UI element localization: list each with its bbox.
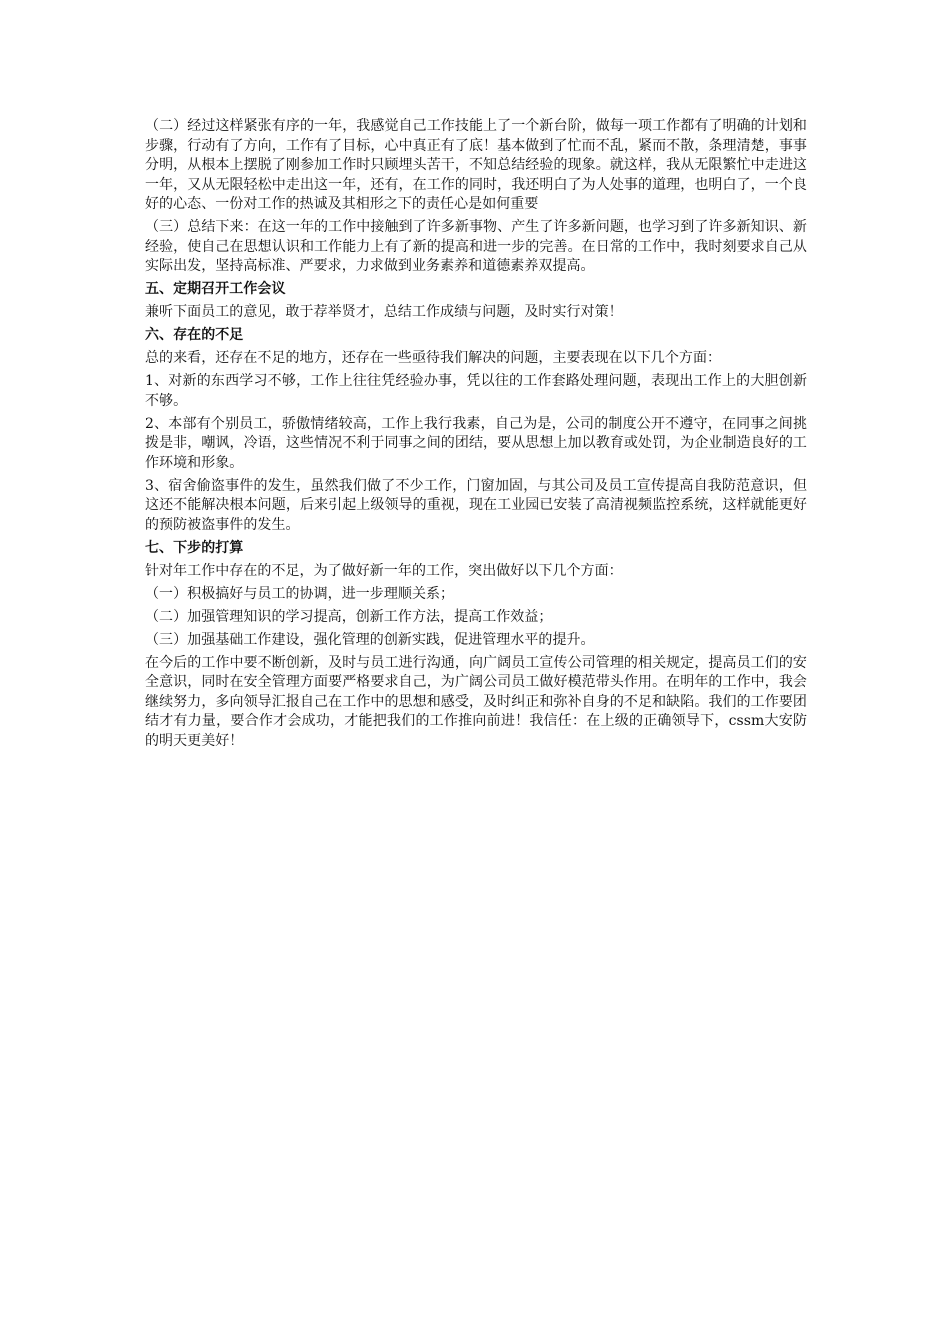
paragraph-conclusion: 在今后的工作中要不断创新，及时与员工进行沟通，向广阔员工宣传公司管理的相关规定，提高员工们的安全意识，同时在安全管理方面要严格要求自己，为广阔公司员工做好模范带头作用。在明年的工作中，我会继续努力，多向领导汇报自己在工作中的思想和感受，及时纠正和弥补自身的不足和缺陷。我们的工作要团结才有力量，要合作才会成功，才能把我们的工作推向前进！我信任：在上级的正确领导下，cssm大安防的明天更美好！ (145, 654, 807, 749)
paragraph-section5-body: 兼听下面员工的意见，敢于荐举贤才，总结工作成绩与问题，及时实行对策！ (145, 304, 623, 320)
paragraph-section4-part2: （二）经过这样紧张有序的一年，我感觉自己工作技能上了一个新台阶，做每一项工作都有了明确的计划和步骤，行动有了方向，工作有了目标，心中真正有了底！基本做到了忙而不乱，紧而不散，条理清楚，事事分明，从根本上摆脱了刚参加工作时只顾埋头苦干，不知总结经验的现象。就这样，我从无限繁忙中走进这一年，又从无限轻松中走出这一年，还有，在工作的同时，我还明白了为人处事的道理，也明白了，一个良好的心态、一份对工作的热诚及其相形之下的责任心是如何重要 (145, 118, 807, 212)
paragraph-section7-intro: 针对年工作中存在的不足，为了做好新一年的工作，突出做好以下几个方面： (145, 562, 623, 579)
paragraph-shortcoming-1: 1、对新的东西学习不够，工作上往往凭经验办事，凭以往的工作套路处理问题，表现出工作上的大胆创新不够。 (145, 373, 807, 409)
paragraph-plan-1: （一）积极搞好与员工的协调，进一步理顺关系； (145, 585, 455, 602)
paragraph-plan-3: （三）加强基础工作建设，强化管理的创新实践，促进管理水平的提升。 (145, 631, 595, 648)
paragraph-section6-intro: 总的来看，还存在不足的地方，还存在一些亟待我们解决的问题，主要表现在以下几个方面： (145, 350, 722, 366)
paragraph-shortcoming-2: 2、本部有个别员工，骄傲情绪较高，工作上我行我素，自己为是，公司的制度公开不遵守，在同事之间挑拨是非，嘲讽，冷语，这些情况不利于同事之间的团结，要从思想上加以教育或处罚，为企业制造良好的工作环境和形象。 (145, 415, 807, 471)
heading-section6: 六、存在的不足 (145, 327, 244, 343)
heading-section7: 七、下步的打算 (145, 539, 244, 556)
document-page (145, 117, 807, 755)
paragraph-section4-part3: （三）总结下来：在这一年的工作中接触到了许多新事物、产生了许多新问题，也学习到了许多新知识、新经验，使自己在思想认识和工作能力上有了新的提高和进一步的完善。在日常的工作中，我时刻要求自己从实际出发，坚持高标准、严要求，力求做到业务素养和道德素养双提高。 (145, 219, 807, 274)
paragraph-shortcoming-3: 3、宿舍偷盗事件的发生，虽然我们做了不少工作，门窗加固，与其公司及员工宣传提高自我防范意识，但这还不能解决根本问题，后来引起上级领导的重视，现在工业园已安装了高清视频监控系统，这样就能更好的预防被盗事件的发生。 (145, 477, 807, 533)
paragraph-plan-2: （二）加强管理知识的学习提高，创新工作方法，提高工作效益； (145, 608, 553, 625)
heading-section5: 五、定期召开工作会议 (145, 281, 286, 297)
